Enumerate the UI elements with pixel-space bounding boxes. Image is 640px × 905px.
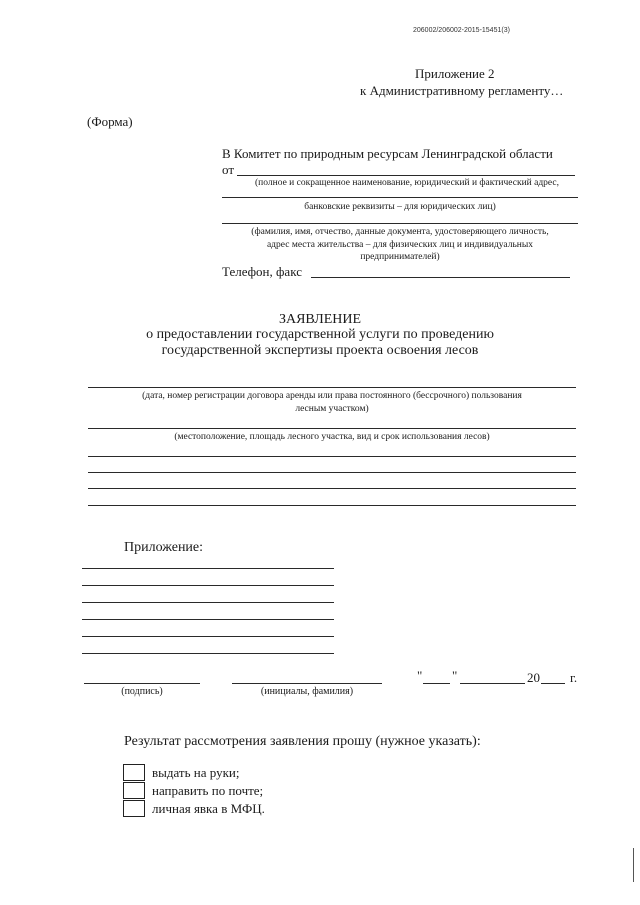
hint-contract bbox=[88, 390, 576, 415]
attachment-line-6[interactable] bbox=[82, 653, 334, 654]
blank-line-2[interactable] bbox=[88, 472, 576, 473]
result-prompt: Результат рассмотрения заявления прошу (нужное указать): bbox=[124, 734, 481, 749]
blank-line-1[interactable] bbox=[88, 456, 576, 457]
hint-individual bbox=[222, 226, 578, 264]
applicant-name-line[interactable] bbox=[237, 175, 575, 176]
initials-hint: (инициалы, фамилия) bbox=[260, 686, 354, 697]
date-quote-open: " bbox=[417, 668, 423, 683]
date-year-prefix: 20 bbox=[527, 670, 540, 685]
hint-individual-2: адрес места жительства – для физических лиц и индивидуальных bbox=[266, 239, 534, 250]
phone-fax-line[interactable] bbox=[311, 277, 570, 278]
date-year-line[interactable] bbox=[541, 683, 565, 684]
attachment-line-5[interactable] bbox=[82, 636, 334, 637]
appendix-regulation: к Административному регламенту… bbox=[360, 83, 564, 98]
hint-location: (местоположение, площадь лесного участка, вид и срок использования лесов) bbox=[174, 432, 490, 442]
attachment-line-4[interactable] bbox=[82, 619, 334, 620]
date-year-suffix: г. bbox=[570, 670, 578, 685]
applicant-person-line[interactable] bbox=[222, 223, 578, 224]
location-line[interactable] bbox=[88, 428, 576, 429]
initials-line[interactable] bbox=[232, 683, 382, 684]
date-month-line[interactable] bbox=[460, 683, 525, 684]
date-day-line[interactable] bbox=[423, 683, 450, 684]
attachment-line-1[interactable] bbox=[82, 568, 334, 569]
statement-subtitle-2: государственной экспертизы проекта освоения лесов bbox=[161, 343, 479, 358]
from-label: от bbox=[222, 162, 235, 177]
option-in-person-checkbox[interactable] bbox=[123, 764, 145, 781]
hint-legal-entity-1: (полное и сокращенное наименование, юридический и фактический адрес, bbox=[255, 178, 559, 188]
option-by-mail-checkbox[interactable] bbox=[123, 782, 145, 799]
hint-contract-1: (дата, номер регистрации договора аренды или права постоянного (бессрочного) пользования bbox=[142, 391, 522, 401]
appendix-number: Приложение 2 bbox=[415, 66, 495, 81]
addressee-committee: В Комитет по природным ресурсам Ленинградской области bbox=[222, 146, 553, 161]
blank-line-4[interactable] bbox=[88, 505, 576, 506]
phone-fax-label: Телефон, факс bbox=[222, 264, 302, 279]
hint-legal-entity-2: банковские реквизиты – для юридических лиц) bbox=[304, 202, 496, 212]
option-mfc-checkbox[interactable] bbox=[123, 800, 145, 817]
contract-line[interactable] bbox=[88, 387, 576, 388]
blank-line-3[interactable] bbox=[88, 488, 576, 489]
attachment-line-3[interactable] bbox=[82, 602, 334, 603]
statement-heading: ЗАЯВЛЕНИЕ bbox=[278, 312, 362, 327]
hint-individual-3: предпринимателей) bbox=[360, 252, 440, 262]
attachment-label: Приложение: bbox=[124, 540, 204, 555]
statement-subtitle-1: о предоставлении государственной услуги по проведению bbox=[146, 327, 494, 342]
form-label: (Форма) bbox=[87, 114, 133, 129]
signature-line[interactable] bbox=[84, 683, 200, 684]
scan-edge-mark bbox=[633, 848, 634, 882]
document-id: 206002/206002-2015-15451(3) bbox=[413, 27, 510, 34]
option-in-person-label: выдать на руки; bbox=[152, 765, 240, 780]
attachment-line-2[interactable] bbox=[82, 585, 334, 586]
hint-individual-1: (фамилия, имя, отчество, данные документа, удостоверяющего личность, bbox=[251, 227, 549, 237]
date-quote-close: " bbox=[452, 668, 458, 683]
option-by-mail-label: направить по почте; bbox=[152, 783, 264, 798]
option-mfc-label: личная явка в МФЦ. bbox=[152, 801, 265, 816]
hint-contract-2: лесным участком) bbox=[295, 403, 369, 414]
applicant-details-line[interactable] bbox=[222, 197, 578, 198]
signature-hint: (подпись) bbox=[121, 686, 163, 697]
